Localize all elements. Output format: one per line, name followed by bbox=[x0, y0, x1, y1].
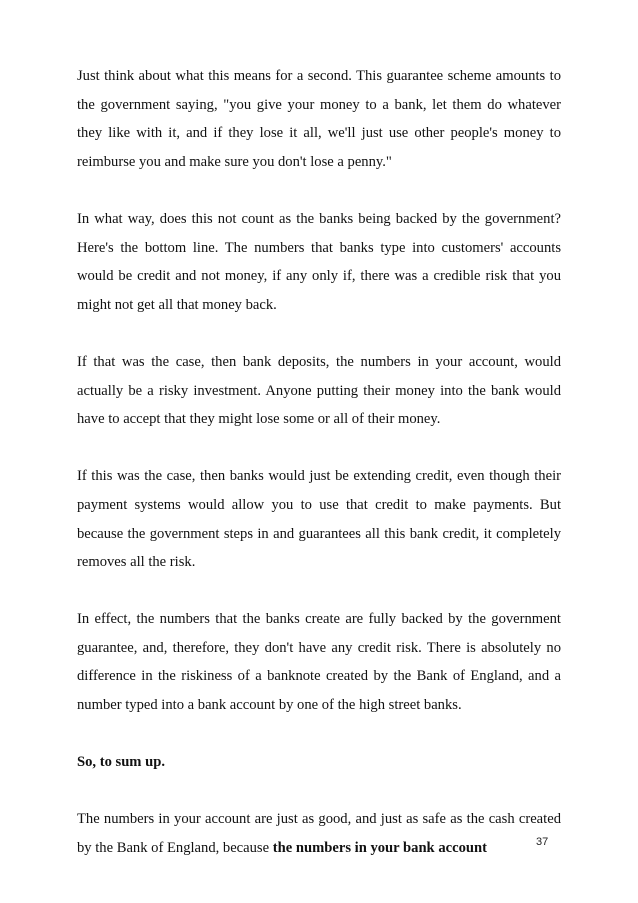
paragraph-in-effect: In effect, the numbers that the banks create are fully backed by the government guarantee, and, therefore, they don't have any credit risk. There is absolutely no difference in the riskiness of a banknote created by the Bank of England, and a number typed into a bank account by one of the high street banks. bbox=[77, 611, 561, 714]
final-bold-text: the numbers in your bank account bbox=[272, 840, 487, 857]
section-heading: So, to sum up. bbox=[77, 754, 165, 771]
document-page bbox=[77, 62, 561, 863]
paragraph-risky-investment: If that was the case, then bank deposits, the numbers in your account, would actually be a risky investment. Anyone putting their money into the bank would have to accept that they might lose some or all of their money. bbox=[77, 353, 561, 428]
final-text: The numbers in your account are just as good, and just as safe as the cash created by the Bank of England, because bbox=[77, 811, 561, 857]
paragraph-final bbox=[77, 805, 561, 862]
paragraph-extending-credit: If this was the case, then banks would just be extending credit, even though their payment systems would allow you to use that credit to make payments. But because the government steps in and guarantees all this bank credit, it completely removes all the risk. bbox=[77, 468, 561, 571]
paragraph-backed-by-government: In what way, does this not count as the banks being backed by the government? Here's the bottom line. The numbers that banks type into customers' accounts would be credit and not money, if any only if, there was a credible risk that you might not get all that money back. bbox=[77, 210, 561, 313]
paragraph-guarantee-scheme: Just think about what this means for a second. This guarantee scheme amounts to the government saying, "you give your money to a bank, let them do whatever they like with it, and if they lose it all, we'll just use other people's money to reimburse you and make sure you don't lose a penny." bbox=[77, 68, 561, 170]
page-number: 37 bbox=[536, 836, 549, 848]
